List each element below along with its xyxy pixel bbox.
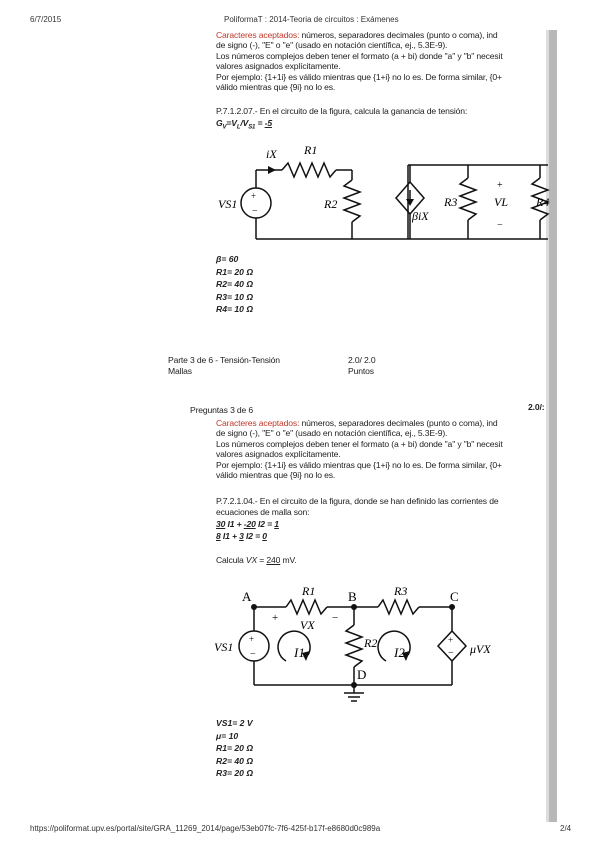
q2-vx-label: VX [300, 618, 315, 632]
node-b-label: B [348, 589, 357, 604]
q2-eq2-coef2-field[interactable]: 3 [239, 531, 244, 541]
q2-title-line2: ecuaciones de malla son: [216, 507, 310, 517]
q2-vs-label: VS1 [214, 640, 234, 654]
page-number: 2/4 [560, 824, 572, 833]
q1-r1-label: R1 [304, 143, 318, 157]
q1-vs-label: VS1 [218, 197, 238, 211]
q1-r2-label: R2 [324, 197, 338, 211]
q2-score: 2.0/: [528, 402, 545, 412]
part-score: 2.0/ 2.0 [348, 355, 376, 365]
q1-vl-plus: + [497, 180, 503, 191]
q2-calc-line: Calcula VX = 240 mV. [216, 555, 297, 565]
q1-params: β= 60 R1= 20 Ω R2= 40 Ω R3= 10 Ω R4= 10 Ω [216, 254, 254, 315]
part-subtitle: Mallas [168, 366, 192, 376]
q1-r3-label: R3 [444, 195, 458, 209]
q2-circuit-diagram [208, 583, 498, 713]
footer-url[interactable]: https://poliformat.upv.es/portal/site/GRA_11269_2014/page/53eb07fc-7f6-425f-b17f-e8680d0c989a [30, 824, 381, 833]
q1-formula: $G_V=V_L/V_{S1} = -5$ [216, 118, 272, 131]
q2-eq2-coef1-field[interactable]: 8 [216, 531, 221, 541]
node-d-label: D [357, 667, 367, 682]
q1-vl-minus: − [497, 220, 503, 231]
q1-circuit-diagram [210, 140, 550, 250]
print-title: PoliformaT : 2014-Teoria de circuitos : Exámenes [224, 15, 399, 24]
q2-vs-minus: − [250, 649, 256, 660]
q2-r3-label: R3 [394, 584, 408, 598]
node-c-label: C [450, 589, 459, 604]
q2-vs-plus: + [249, 634, 255, 644]
part-title: Parte 3 de 6 - Tensión-Tensión [168, 355, 280, 365]
accepted-chars-notice-1: Caracteres aceptados: números, separadores decimales (punto o coma), ind de signo (-), "E" o "e" (usado en notación científica, ej., 5.3E-9). Los números complejos deben tener el formato (a + bi) donde "a" y "b" necesit valores asignados explícitamente. Por ejemplo: {1+1i} es válido mientras que {1+i} no lo es. De forma similar, {0+ válido mientras que {9i} no lo es. [216, 30, 503, 93]
mesh-i2-label: I2 [394, 645, 405, 660]
accepted-chars-notice-2: Caracteres aceptados: números, separadores decimales (punto o coma), ind de signo (-), "E" o "e" (usado en notación científica, ej., 5.3E-9). Los números complejos deben tener el formato (a + bi) donde "a" y "b" necesit valores asignados explícitamente. Por ejemplo: {1+1i} es válido mientras que {1+i} no lo es. De forma similar, {0+ válido mientras que {9i} no lo es. [216, 418, 503, 481]
q1-r4-label: R4 [536, 195, 550, 209]
q2-eq1-rhs-field[interactable]: 1 [274, 519, 279, 529]
node-a-label: A [242, 589, 252, 604]
q2-equation-2: 8 I1 + 3 I2 = 0 [216, 531, 267, 541]
accepted-chars-label: Caracteres aceptados: [216, 30, 300, 40]
q1-plus-sign: + [251, 191, 257, 201]
q1-ix-label: iX [266, 147, 277, 161]
q2-vx-plus: + [272, 612, 279, 624]
q2-src-plus: + [448, 635, 454, 645]
q1-vl-label: VL [494, 195, 509, 209]
mesh-i1-label: I1 [294, 645, 305, 660]
q1-minus-sign: − [252, 206, 258, 217]
q2-equation-1: 30 I1 + -20 I2 = 1 [216, 519, 279, 529]
q2-src-minus: − [448, 648, 454, 659]
part-score-unit: Puntos [348, 366, 374, 376]
q2-title: P.7.2.1.04.- En el circuito de la figura, donde se han definido las corrientes de [216, 496, 499, 506]
q2-params: VS1= 2 V μ= 10 R1= 20 Ω R2= 40 Ω R3= 20 Ω [216, 718, 254, 779]
print-date: 6/7/2015 [30, 15, 62, 24]
q2-heading: Preguntas 3 de 6 [190, 405, 254, 415]
q2-eq2-rhs-field[interactable]: 0 [262, 531, 267, 541]
q2-eq1-coef2-field[interactable]: -20 [243, 519, 256, 529]
q2-vx-minus: − [332, 612, 339, 624]
q1-answer-field[interactable]: -5 [264, 118, 272, 128]
q2-r2-label: R2 [364, 636, 378, 650]
q2-answer-field[interactable]: 240 [266, 555, 281, 565]
q2-eq1-coef1-field[interactable]: 30 [216, 519, 226, 529]
q1-title: P.7.1.2.07.- En el circuito de la figura, calcula la ganancia de tensión: [216, 106, 468, 116]
q1-source-label: βiX [412, 209, 429, 223]
q2-source-label: μVX [470, 642, 491, 656]
q2-r1-label: R1 [302, 584, 316, 598]
